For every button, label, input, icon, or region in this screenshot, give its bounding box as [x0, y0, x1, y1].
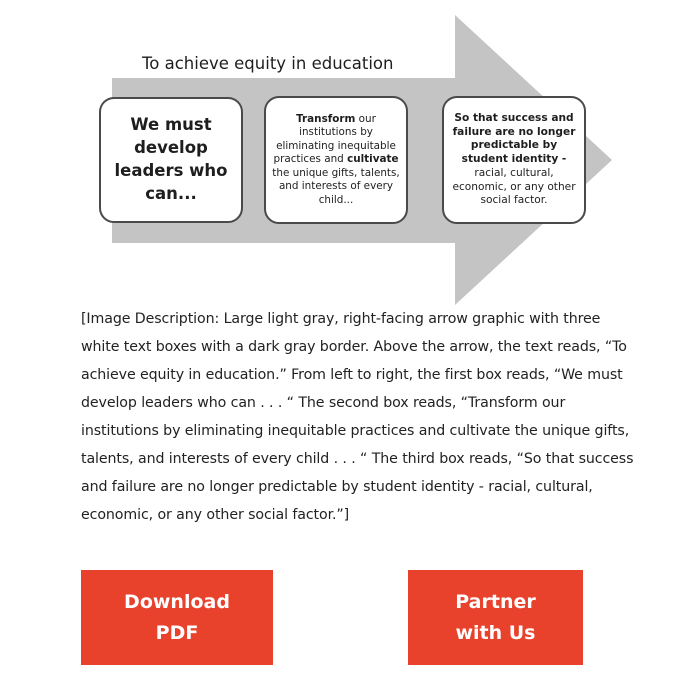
partner-label: [455, 587, 535, 649]
diagram-title: To achieve equity in education: [142, 54, 394, 73]
box-2-text-part: our institutions by eliminating inequitable practices and: [273, 112, 396, 166]
box-2-bold-cultivate: cultivate: [347, 153, 399, 166]
box-1-label: We must develop leaders who can...: [114, 115, 228, 203]
image-description: [Image Description: Large light gray, right-facing arrow graphic with three white text boxes with a dark gray border. Above the arrow, the text reads, “To achieve equity in education.” From left to right, the first box reads, “We must develop leaders who can . . . “ The second box reads, “Transform our institutions by eliminating inequitable practices and cultivate the unique gifts, talents, and interests of every child . . . “ The third box reads, “So that success and failure are no longer predictable by student identity - racial, cultural, economic, or any other social factor.”]: [81, 311, 634, 523]
box-3-text: [443, 97, 585, 223]
partner-with-us-button[interactable]: [408, 570, 583, 665]
download-label-line1: Download: [124, 590, 230, 613]
box-1-text: [100, 98, 242, 222]
box-3-content: [447, 112, 581, 208]
download-pdf-button[interactable]: [81, 570, 273, 665]
box-2-text-end: the unique gifts, talents, and interests of every child...: [272, 166, 400, 206]
box-2-content: [269, 113, 403, 208]
box-3-bold-part: So that success and failure are no longer predictable by student identity -: [452, 111, 576, 166]
partner-label-line1: Partner: [455, 590, 536, 613]
partner-label-line2: with Us: [455, 621, 536, 644]
box-3-text-part: racial, cultural, economic, or any other social factor.: [452, 166, 576, 207]
box-2-bold-transform: Transform: [296, 112, 356, 125]
box-2-text: [265, 97, 407, 223]
download-pdf-label: [124, 587, 230, 649]
download-label-line2: PDF: [155, 621, 199, 644]
